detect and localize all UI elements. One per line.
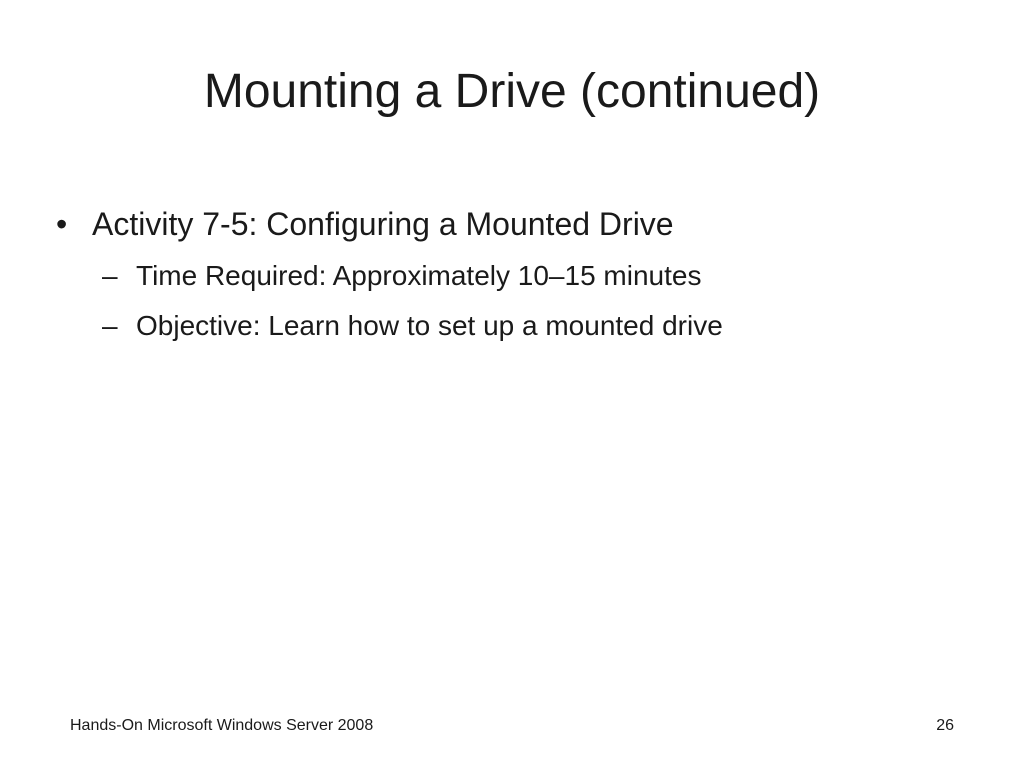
sub-bullet-marker: – xyxy=(102,310,118,341)
sub-bullet-text: Time Required: Approximately 10–15 minutes xyxy=(136,260,702,291)
bullet-marker: • xyxy=(56,206,68,242)
page-number: 26 xyxy=(936,717,954,734)
sub-bullet-item xyxy=(102,258,701,294)
slide-title: Mounting a Drive (continued) xyxy=(203,65,821,118)
sub-bullet-marker: – xyxy=(102,260,118,291)
footer-text: Hands-On Microsoft Windows Server 2008 xyxy=(70,717,374,734)
sub-bullet-item xyxy=(102,308,723,344)
bullet-item xyxy=(56,203,674,245)
sub-bullet-text: Objective: Learn how to set up a mounted drive xyxy=(136,310,723,341)
bullet-text: Activity 7-5: Configuring a Mounted Drive xyxy=(92,206,674,242)
